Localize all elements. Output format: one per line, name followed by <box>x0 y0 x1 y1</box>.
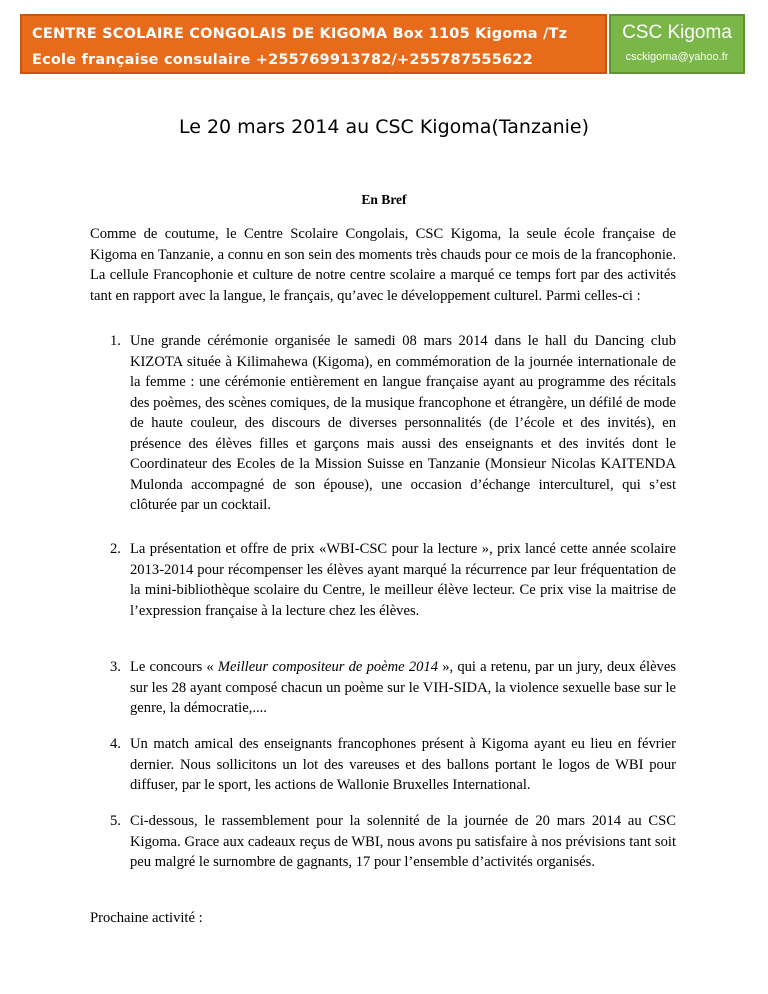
list-item-text: Ci-dessous, le rassemblement pour la solennité de la journée de 20 mars 2014 au CSC Kigoma. Grace aux cadeaux reçus de WBI, nous avons pu satisfaire à nos prévisions tant soit peu malgré le surnombre de gagnants, 17 pour l’ensemble d’activités organisés. <box>130 813 676 870</box>
list-item-number: 1. <box>110 333 121 349</box>
page-title: Le 20 mars 2014 au CSC Kigoma(Tanzanie) <box>178 116 590 138</box>
contest-name: Meilleur compositeur de poème 2014 <box>217 659 439 675</box>
intro-paragraph: Comme de coutume, le Centre Scolaire Congolais, CSC Kigoma, la seule école française de Kigoma en Tanzanie, a connu en son sein des moments très chauds pour ce mois de la francophonie. La cellule Francophonie et culture de notre centre scolaire a marqué ce temps fort par des activités tant en rapport avec la langue, le français, qu’avec le développement culturel. Parmi celles-ci : <box>90 226 676 304</box>
list-item <box>110 734 676 796</box>
list-item-text: La présentation et offre de prix «WBI-CSC pour la lecture », prix lancé cette année scolaire 2013-2014 pour récompenser les élèves ayant marqué la récurrence par leur fréquentation de la mini-bibliothèque scolaire du Centre, le meilleur élève lecteur. Ce prix vise la maitrise de l’expression française à la lecture chez les élèves. <box>130 541 676 619</box>
list-item <box>110 331 676 516</box>
section-subtitle: En Bref <box>361 192 407 207</box>
contest-text-before: Le concours « <box>130 659 218 675</box>
contest-text-after: », qui a retenu, par un jury, deux élèves sur les 28 ayant composé chacun un poème sur le VIH-SIDA, la violence sexuelle base sur le genre, la démocratie,.... <box>130 659 677 716</box>
list-item <box>110 811 676 873</box>
list-item-number: 5. <box>110 813 121 829</box>
brand-email: csckigoma@yahoo.fr <box>625 51 729 63</box>
brand-box <box>609 14 745 74</box>
list-item-number: 2. <box>110 541 121 557</box>
header-banner <box>20 14 607 74</box>
list-item-text: Une grande cérémonie organisée le samedi 08 mars 2014 dans le hall du Dancing club KIZOTA située à Kilimahewa (Kigoma), en commémoration de la journée internationale de la femme : une cérémonie entièrement en langue française ayant au programme des récitals des poèmes, des scènes comiques, de la musique francophone et étrangère, un défilé de mode de haute couleur, des discours de diverses personnalités (de l’école et des invités), en présence des élèves filles et garçons mais aussi des enseignants et des invités dont le Coordinateur des Ecoles de la Mission Suisse en Tanzanie (Monsieur Nicolas KAITENDA Mulonda accompagné de son épouse), une occasion d’échange interculturel, qui s’est clôturée par un cocktail. <box>130 333 676 513</box>
list-item-text: Un match amical des enseignants francophones présent à Kigoma ayant eu lieu en février dernier. Nous sollicitons un lot des vareuses et des ballons portant le logos de WBI pour diffuser, par le sport, les actions de Wallonie Bruxelles International. <box>130 736 676 793</box>
list-item-text <box>130 657 676 719</box>
list-item <box>110 539 676 621</box>
list-item-number: 4. <box>110 736 121 752</box>
list-item-number: 3. <box>110 659 121 675</box>
brand-name: CSC Kigoma <box>622 22 732 43</box>
next-activity-label: Prochaine activité : <box>90 910 203 926</box>
header-line-address: CENTRE SCOLAIRE CONGOLAIS DE KIGOMA Box 1105 Kigoma /Tz <box>32 26 568 42</box>
list-item <box>110 657 676 719</box>
header-line-phone: Ecole française consulaire +255769913782/+255787555622 <box>32 52 533 68</box>
